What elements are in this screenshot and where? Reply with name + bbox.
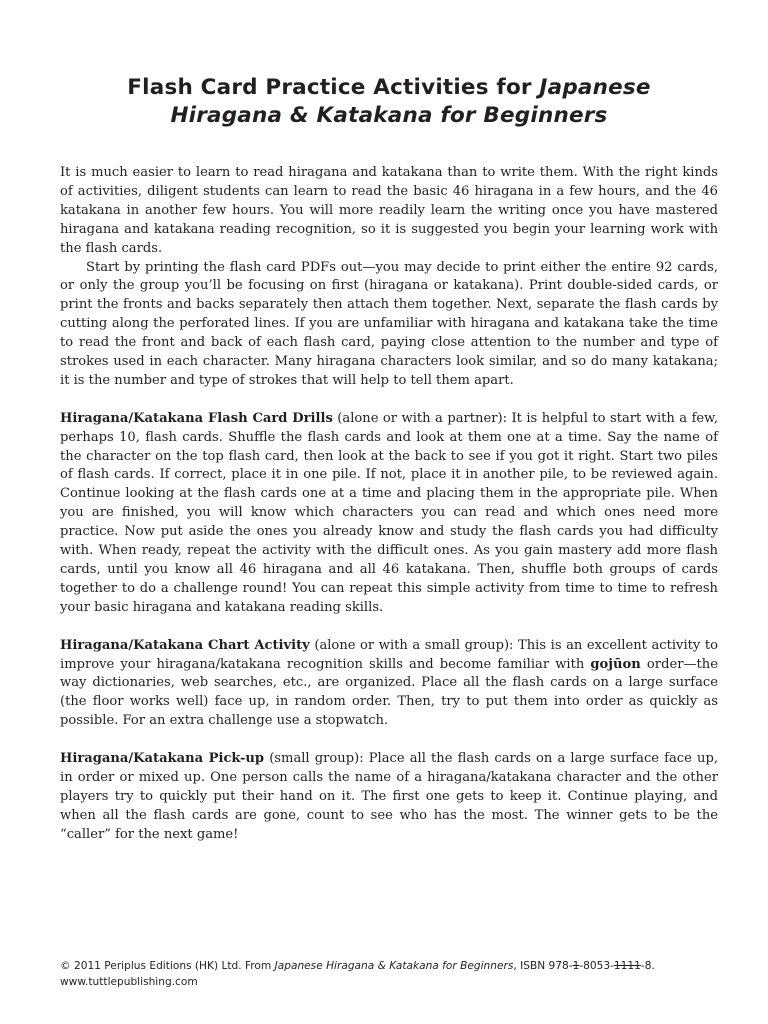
website-link[interactable]: www.tuttlepublishing.com xyxy=(60,976,198,988)
activity-chart xyxy=(60,637,718,732)
isbn-middle: -8053- xyxy=(579,960,614,972)
title-book-part1: Japanese xyxy=(539,75,651,100)
copyright-line xyxy=(60,958,718,974)
copyright-text: © 2011 Periplus Editions (HK) Ltd. From xyxy=(60,960,275,972)
activity-flash-card-drills xyxy=(60,410,718,618)
activity-pick-up xyxy=(60,750,718,845)
activity-description-cont: order—the way dictionaries, web searches, etc., are organized. Place all the flash cards on a large surface (the floor works well) face up, in random order. Then, try to put them into order as quickly as possible. For an extra challenge use a stopwatch. xyxy=(60,656,718,729)
title-book-part2: Hiragana & Katakana for Beginners xyxy=(170,103,608,128)
isbn-struck-part: 1 xyxy=(572,960,580,972)
activity-description: (alone or with a small group): This is an excellent activity to improve your hiragana/katakana recognition skills and become familiar with xyxy=(60,637,719,672)
page-title xyxy=(60,74,718,130)
isbn-prefix: , ISBN 978- xyxy=(513,960,573,972)
footer xyxy=(60,958,718,990)
footer-book-title: Japanese Hiragana & Katakana for Beginners xyxy=(274,960,514,972)
intro-paragraph-2: Start by printing the flash card PDFs out—you may decide to print either the entire 92 cards, or only the group you’ll be focusing on first (hiragana or katakana). Print double-sided cards, or print the fronts and backs separately then attach them together. Next, separate the flash cards by cutting along the perforated lines. If you are unfamiliar with hiragana and katakana take the time to read the front and back of each flash card, paying close attention to the number and type of strokes used in each character. Many hiragana characters look similar, and so do many katakana; it is the number and type of strokes that will help to tell them apart. xyxy=(60,259,718,388)
activity-description: (small group): Place all the flash cards on a large surface face up, in order or mixed up. One person calls the name of a hiragana/katakana character and the other players try to quickly put their hand on it. The first one gets to keep it. Continue playing, and when all the flash cards are gone, count to see who has the most. The winner gets to be the “caller” for the next game! xyxy=(60,751,718,842)
gojuon-term: gojūon xyxy=(590,656,641,672)
intro-paragraph-1: It is much easier to learn to read hiragana and katakana than to write them. With the right kinds of activities, diligent students can learn to read the basic 46 hiragana in a few hours, and the 46 katakana in another few hours. You will more readily learn the writing once you have mastered hiragana and katakana reading recognition, so it is suggested you begin your learning work with the flash cards. xyxy=(60,165,718,256)
activity-description: (alone or with a partner): It is helpful to start with a few, perhaps 10, flash cards. Shuffle the flash cards and look at them one at a time. Say the name of the character on the top flash card, then look at the back to see if you got it right. Start two piles of flash cards. If correct, place it in one pile. If not, place it in another pile, to be reviewed again. Continue looking at the flash cards one at a time and placing them in the appropriate pile. When you are finished, you will know which characters you can read and which ones need more practice. Now put aside the ones you already know and study the flash cards you had difficulty with. When ready, repeat the activity with the difficult ones. As you gain mastery add more flash cards, until you know all 46 hiragana and all 46 katakana. Then, shuffle both groups of cards together to do a challenge round! You can repeat this simple activity from time to time to refresh your basic hiragana and katakana reading skills. xyxy=(60,410,718,615)
document-body xyxy=(60,164,718,845)
isbn-struck-part: 1111 xyxy=(613,960,641,972)
activity-heading: Hiragana/Katakana Flash Card Drills xyxy=(60,410,333,426)
activity-heading: Hiragana/Katakana Pick-up xyxy=(60,751,265,767)
title-plain: Flash Card Practice Activities for xyxy=(127,75,532,100)
activity-heading: Hiragana/Katakana Chart Activity xyxy=(60,637,310,653)
isbn-suffix: -8. xyxy=(640,960,655,972)
